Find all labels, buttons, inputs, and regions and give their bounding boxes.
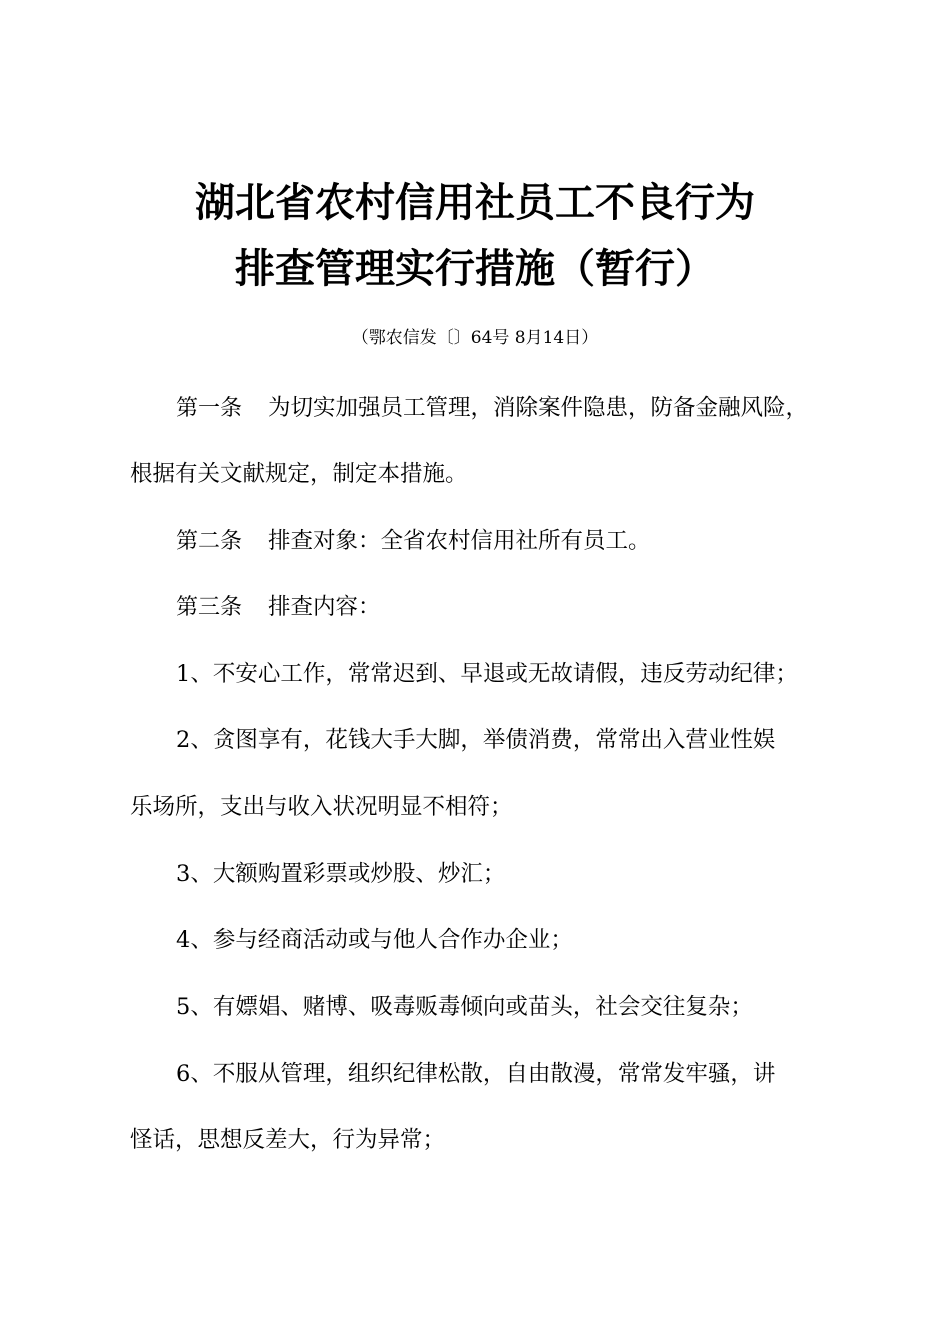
list-item-4: 4、参与经商活动或与他人合作办企业；	[176, 927, 573, 953]
article-3-text: 排查内容：	[268, 594, 381, 620]
list-item-1: 1、不安心工作，常常迟到、早退或无故请假，违反劳动纪律；	[176, 661, 798, 687]
list-item-5: 5、有嫖娼、赌博、吸毒贩毒倾向或苗头，社会交往复杂；	[176, 994, 753, 1020]
article-1	[176, 391, 808, 426]
document-title-line-1: 湖北省农村信用社员工不良行为	[195, 180, 755, 226]
article-1-label: 第一条	[176, 396, 243, 421]
list-item-2: 2、贪图享有，花钱大手大脚，举债消费，常常出入营业性娱	[176, 727, 776, 753]
article-2-label: 第二条	[176, 529, 243, 554]
list-item-2-continuation: 乐场所，支出与收入状况明显不相符；	[130, 794, 513, 820]
article-3-label: 第三条	[176, 595, 243, 620]
article-3	[176, 590, 381, 625]
article-2	[176, 524, 651, 559]
list-item-6-continuation: 怪话，思想反差大，行为异常；	[130, 1127, 446, 1153]
article-1-continuation: 根据有关文献规定，制定本措施。	[130, 461, 468, 487]
article-1-text: 为切实加强员工管理，消除案件隐患，防备金融风险，	[268, 395, 809, 421]
article-2-text: 排查对象：全省农村信用社所有员工。	[268, 528, 651, 554]
list-item-3: 3、大额购置彩票或炒股、炒汇；	[176, 861, 506, 887]
document-reference: （鄂农信发〔〕64号 8月14日）	[351, 328, 599, 348]
list-item-6: 6、不服从管理，组织纪律松散，自由散漫，常常发牢骚，讲	[176, 1061, 776, 1087]
document-title-line-2: 排查管理实行措施（暂行）	[235, 246, 715, 292]
